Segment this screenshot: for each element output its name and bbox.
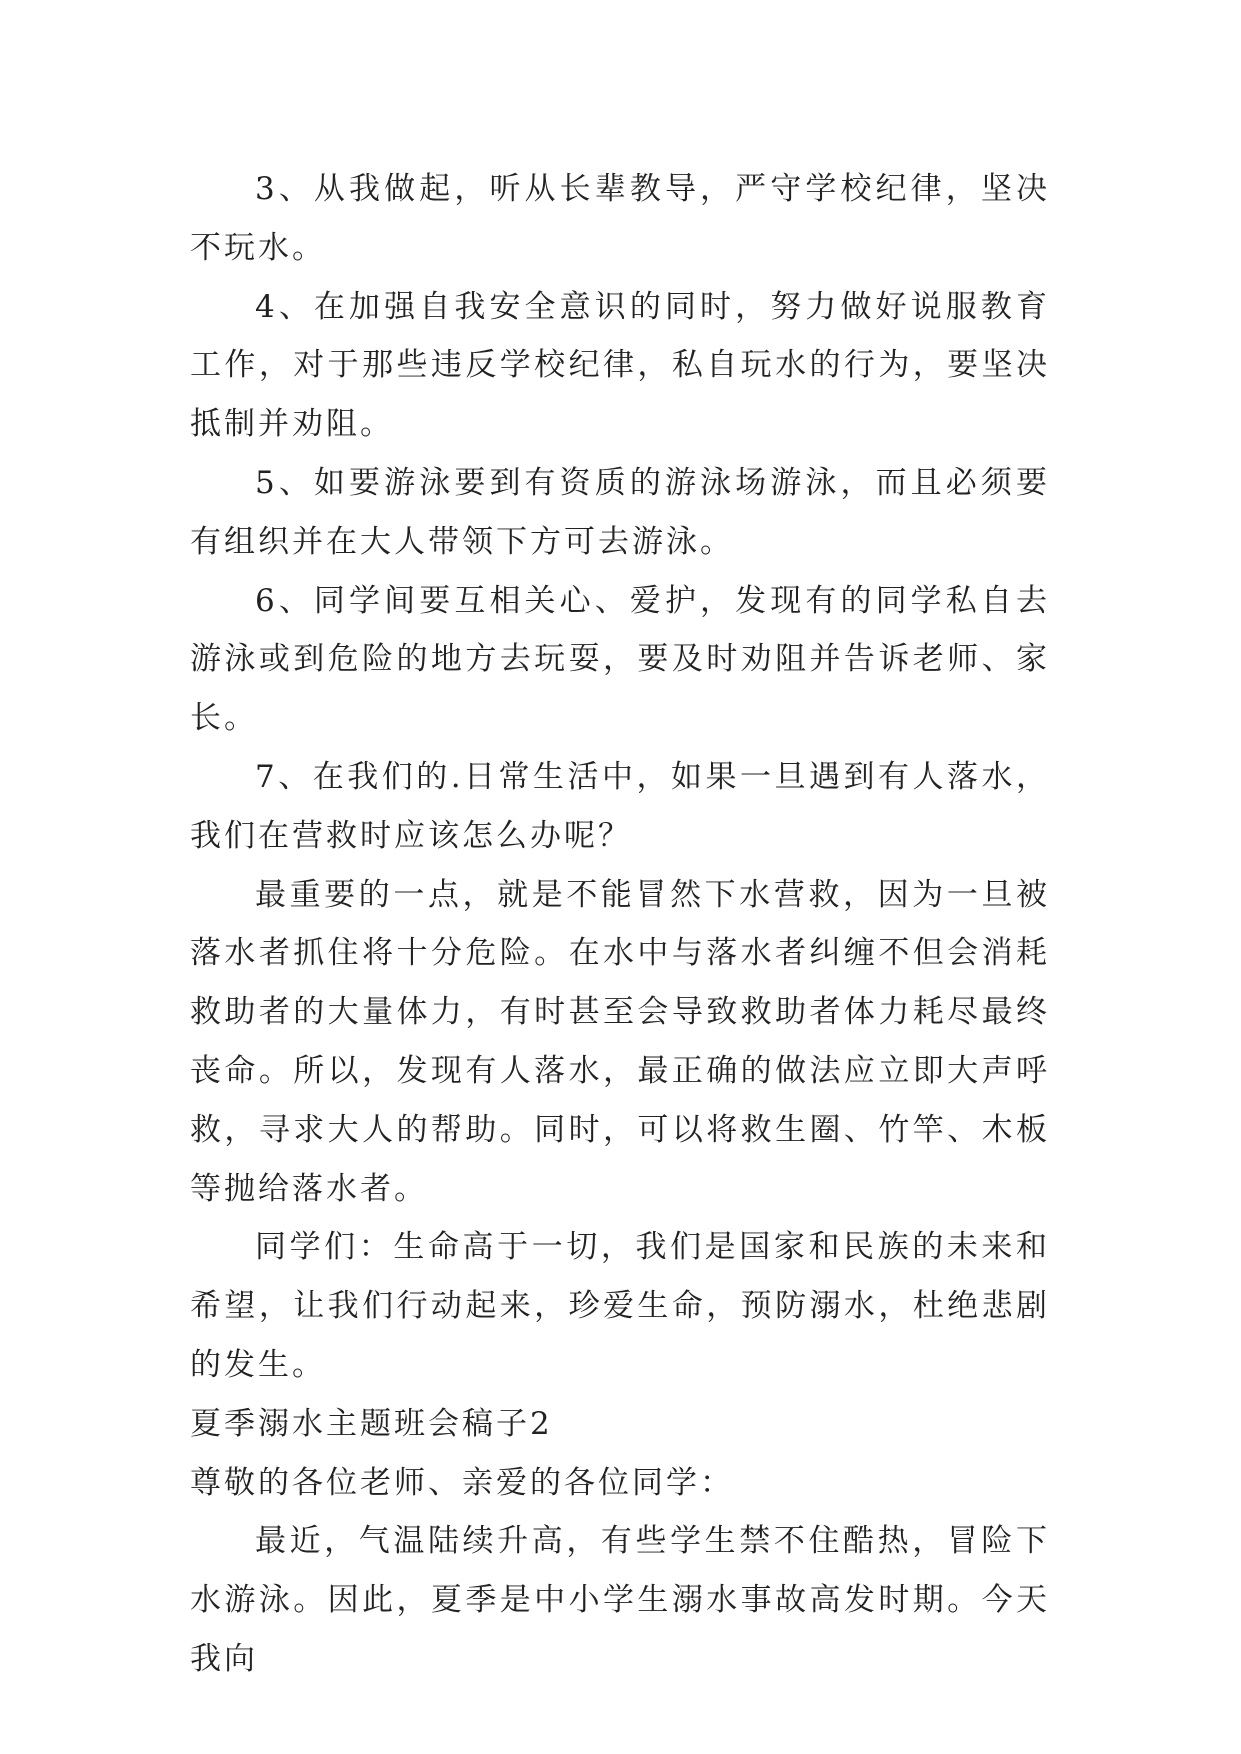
paragraph-item-3: 3、从我做起，听从长辈教导，严守学校纪律，坚决不玩水。	[190, 171, 1050, 266]
paragraph-item-4: 4、在加强自我安全意识的同时，努力做好说服教育工作，对于那些违反学校纪律，私自玩水的行为，要坚决抵制并劝阻。	[190, 288, 1050, 443]
section-heading: 夏季溺水主题班会稿子2	[190, 1405, 553, 1442]
document-body	[190, 160, 1050, 1689]
paragraph-item-5: 5、如要游泳要到有资质的游泳场游泳，而且必须要有组织并在大人带领下方可去游泳。	[190, 464, 1050, 560]
paragraph-rescue-advice: 最重要的一点，就是不能冒然下水营救，因为一旦被落水者抓住将十分危险。在水中与落水者纠缠不但会消耗救助者的大量体力，有时甚至会导致救助者体力耗尽最终丧命。所以，发现有人落水，最正确的做法应立即大声呼救，寻求大人的帮助。同时，可以将救生圈、竹竿、木板等抛给落水者。	[190, 876, 1050, 1207]
salutation: 尊敬的各位老师、亲爱的各位同学：	[190, 1464, 734, 1501]
paragraph-item-7: 7、在我们的.日常生活中，如果一旦遇到有人落水，我们在营救时应该怎么办呢？	[190, 758, 1050, 854]
paragraph-item-6: 6、同学间要互相关心、爱护，发现有的同学私自去游泳或到危险的地方去玩耍，要及时劝阻并告诉老师、家长。	[190, 582, 1050, 737]
paragraph-intro: 最近，气温陆续升高，有些学生禁不住酷热，冒险下水游泳。因此，夏季是中小学生溺水事故高发时期。今天我向	[190, 1523, 1050, 1677]
paragraph-conclusion: 同学们：生命高于一切，我们是国家和民族的未来和希望，让我们行动起来，珍爱生命，预防溺水，杜绝悲剧的发生。	[190, 1229, 1050, 1383]
